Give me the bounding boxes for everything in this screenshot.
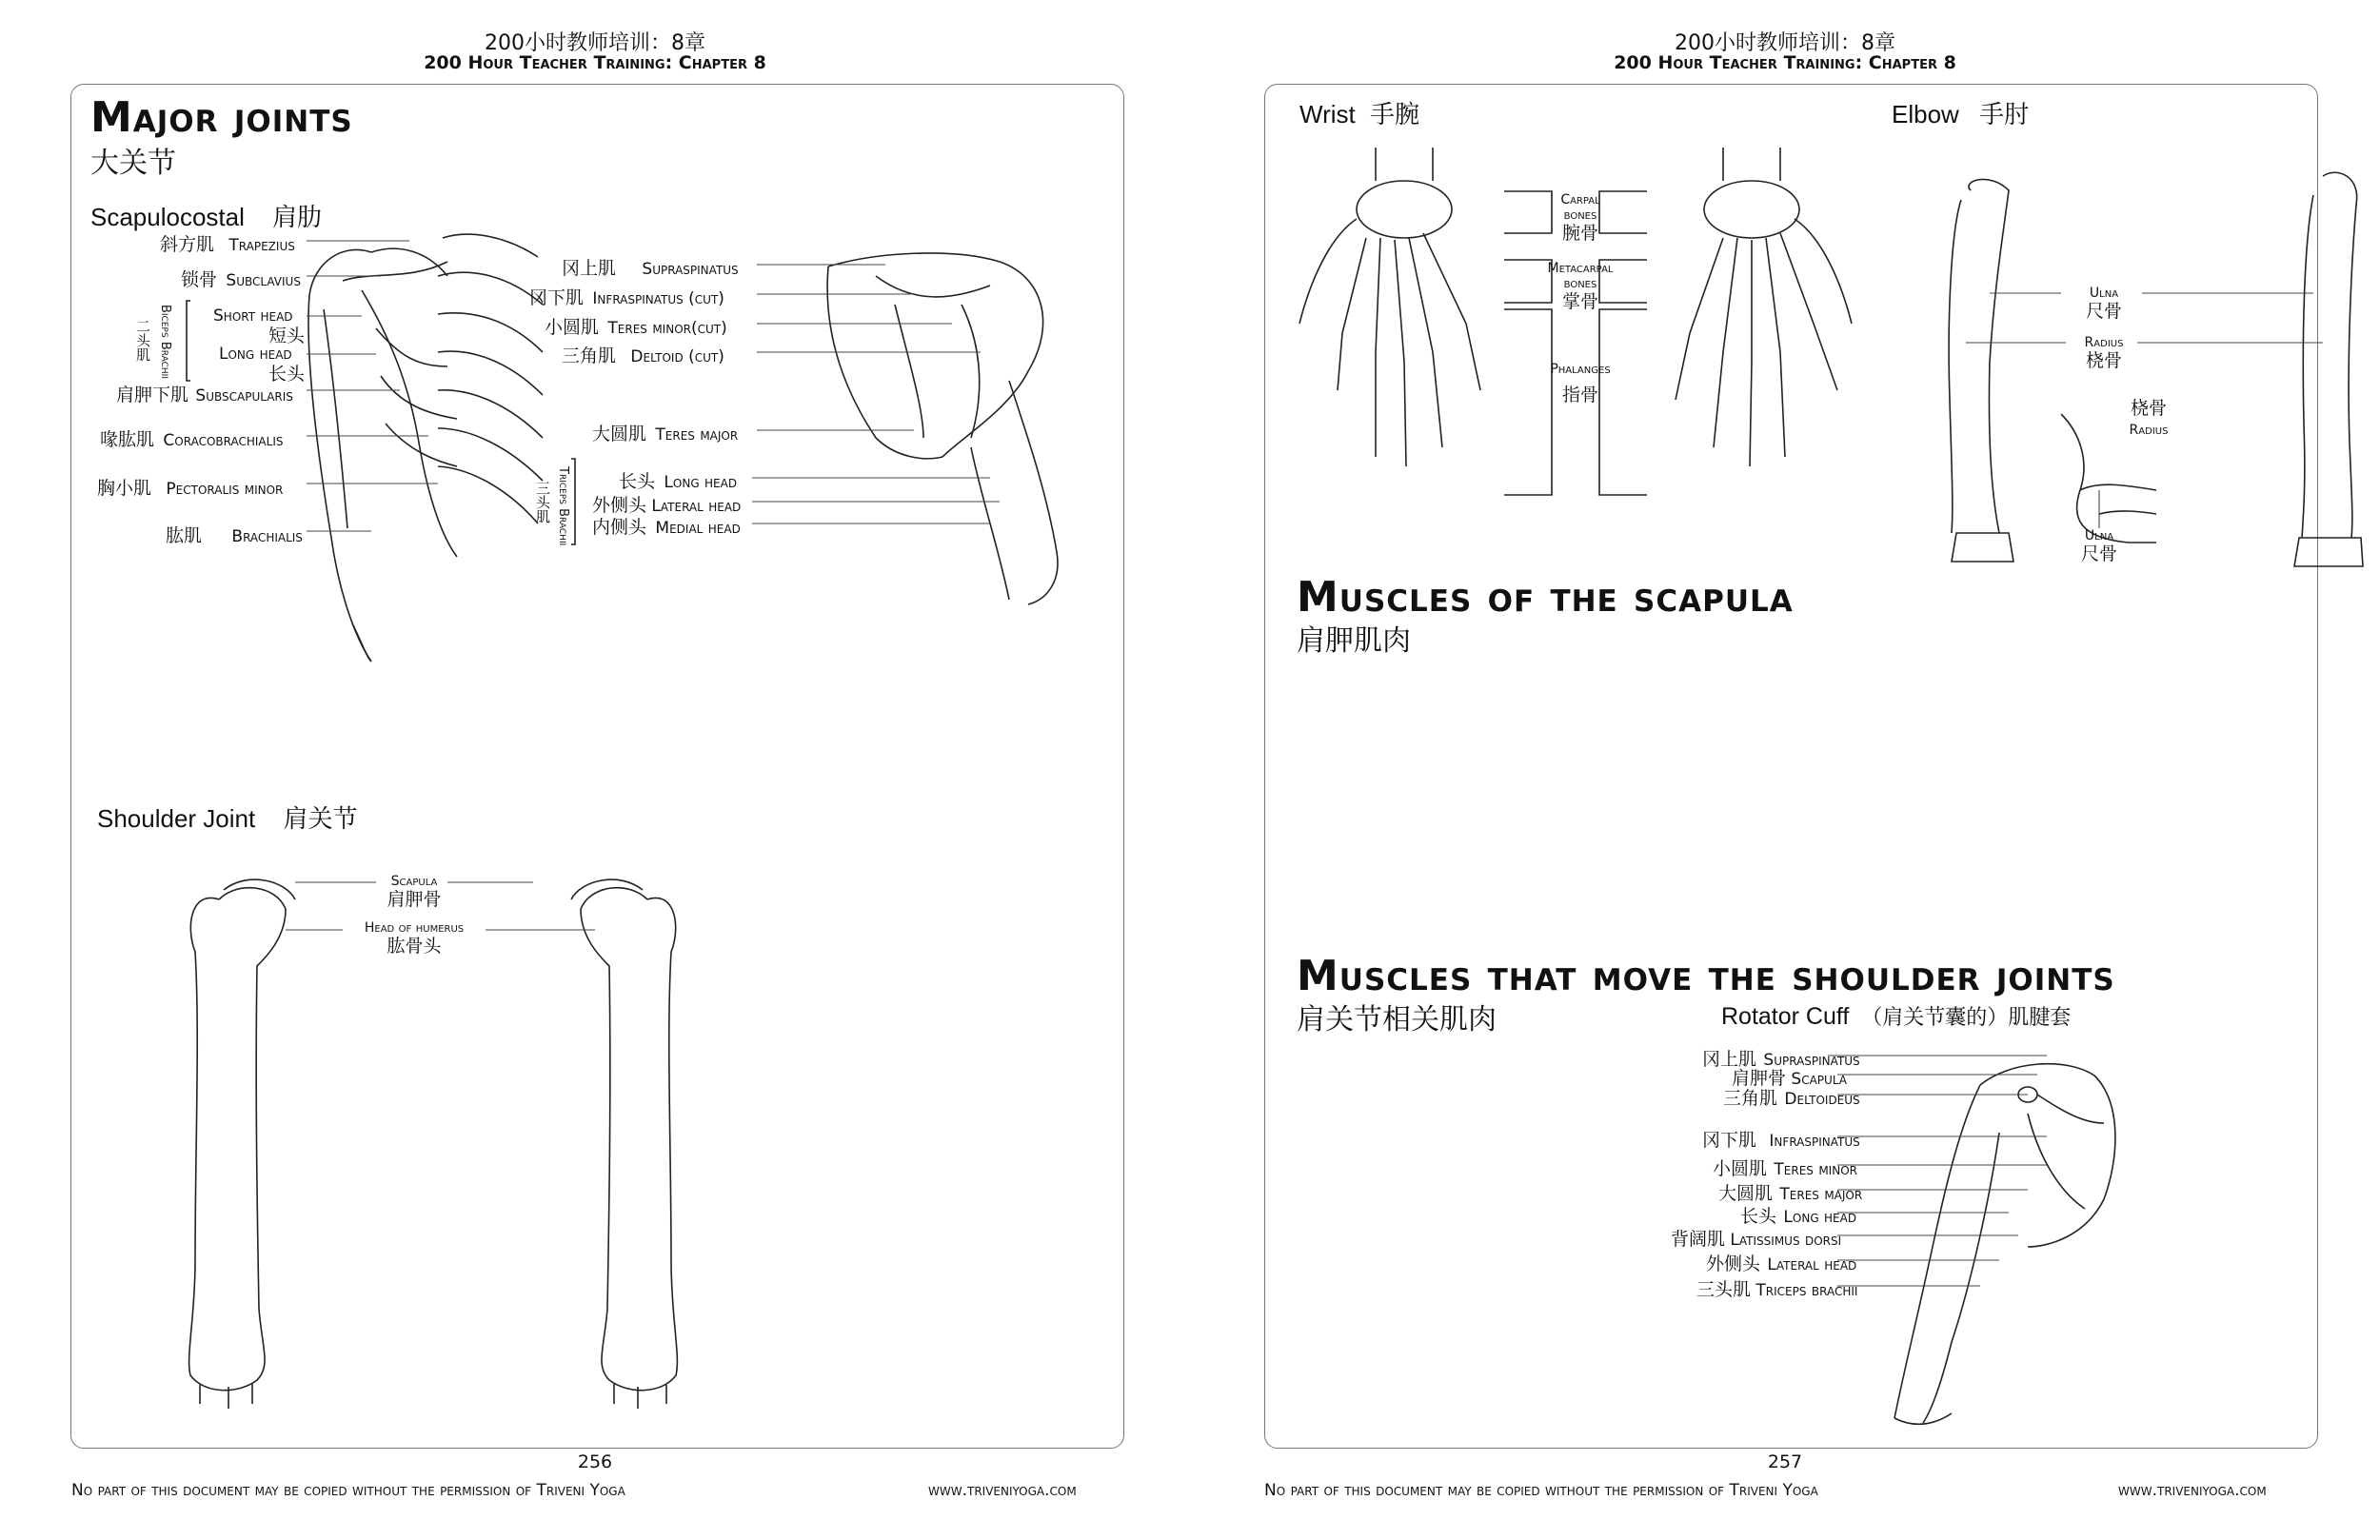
label-rc-long-head: 长头 Long head <box>1740 1206 1857 1227</box>
header-en: 200 Hour Teacher Training: Chapter 8 <box>424 52 766 73</box>
header-cn: 200小时教师培训：8章 <box>1675 31 1895 55</box>
label-short-head-en: Short head <box>213 306 293 326</box>
label-phalanges: Phalanges 指骨 <box>1550 362 1611 405</box>
page-title-cn: 大关节 <box>90 147 176 180</box>
biceps-group-cn: 二头肌 <box>134 319 151 362</box>
shoulder-muscles-title-cn: 肩关节相关肌肉 <box>1297 1003 1497 1037</box>
label-brachialis: 肱肌 Brachialis <box>166 525 303 546</box>
scapulocostal-heading-en: Scapulocostal <box>90 203 245 231</box>
label-subscapularis: 肩胛下肌 Subscapularis <box>116 385 293 405</box>
website-link[interactable]: www.triveniyoga.com <box>928 1481 1077 1500</box>
label-ulna-top: Ulna 尺骨 <box>2085 286 2122 322</box>
rotator-cuff-heading-cn: （肩关节囊的）肌腱套 <box>1861 1005 2072 1029</box>
label-lateral-head: 外侧头 Lateral head <box>592 495 742 516</box>
copyright-notice: No part of this document may be copied without the permission of Triveni Yoga <box>71 1481 625 1500</box>
page-title: Major joints <box>90 93 353 142</box>
scapulocostal-heading-cn: 肩肋 <box>272 203 323 231</box>
biceps-group-en: Biceps Brachii <box>158 305 172 379</box>
label-rc-triceps-brachii: 三头肌 Triceps brachii <box>1696 1279 1858 1300</box>
label-deltoid-cut: 三角肌 Deltoid (cut) <box>562 346 724 366</box>
label-subclavius: 锁骨 Subclavius <box>181 269 301 290</box>
shoulder-joint-leaders <box>0 0 1190 952</box>
label-radius-bottom: 桡骨 Radius <box>2129 398 2169 438</box>
label-trapezius: 斜方肌 Trapezius <box>160 234 295 255</box>
elbow-heading-cn: 手肘 <box>1979 100 2030 128</box>
label-rc-lateral-head: 外侧头 Lateral head <box>1706 1254 1857 1274</box>
page-257 <box>1190 0 2380 1540</box>
elbow-heading-en: Elbow <box>1892 100 1959 128</box>
wrist-heading-cn: 手腕 <box>1369 100 1419 128</box>
label-short-head-cn: 短头 <box>268 326 306 346</box>
label-supraspinatus: 冈上肌 Supraspinatus <box>562 258 739 279</box>
page-number: 256 <box>577 1451 613 1472</box>
label-rc-deltoideus: 三角肌 Deltoideus <box>1723 1088 1860 1109</box>
label-head-of-humerus: Head of humerus 肱骨头 <box>364 920 465 957</box>
label-rc-latissimus-dorsi: 背阔肌 Latissimus dorsi <box>1671 1229 1842 1250</box>
label-coracobrachialis: 喙肱肌 Coracobrachialis <box>100 429 284 450</box>
label-long-head-cn: 长头 <box>268 364 306 385</box>
label-medial-head: 内侧头 Medial head <box>592 517 741 538</box>
scapula-muscles-title-cn: 肩胛肌肉 <box>1297 624 1411 658</box>
label-metacarpal-bones: Metacarpal bones 掌骨 <box>1547 261 1614 312</box>
label-teres-minor-cut: 小圆肌 Teres minor(cut) <box>545 317 727 338</box>
triceps-group-en: Triceps Brachii <box>556 466 570 546</box>
label-rc-supraspinatus: 冈上肌 Supraspinatus <box>1702 1049 1860 1070</box>
wrist-heading-en: Wrist <box>1299 100 1356 128</box>
header-en: 200 Hour Teacher Training: Chapter 8 <box>1614 52 1956 73</box>
label-rc-scapula: 肩胛骨 Scapula <box>1732 1068 1847 1089</box>
triceps-group-cn: 三头肌 <box>534 481 551 523</box>
header-cn: 200小时教师培训：8章 <box>485 31 705 55</box>
website-link[interactable]: www.triveniyoga.com <box>2118 1481 2267 1500</box>
label-pectoralis-minor: 胸小肌 Pectoralis minor <box>97 478 284 499</box>
copyright-notice: No part of this document may be copied without the permission of Triveni Yoga <box>1264 1481 1818 1500</box>
label-scapula: Scapula 肩胛骨 <box>387 874 442 910</box>
label-ulna-bottom: Ulna 尺骨 <box>2080 528 2117 564</box>
page-number: 257 <box>1767 1451 1803 1472</box>
label-radius-top: Radius 桡骨 <box>2084 335 2124 371</box>
label-rc-teres-major: 大圆肌 Teres major <box>1718 1183 1863 1204</box>
shoulder-joint-heading-en: Shoulder Joint <box>97 804 256 833</box>
label-carpal-bones: Carpal bones 腕骨 <box>1560 192 1600 244</box>
label-rc-infraspinatus: 冈下肌 Infraspinatus <box>1702 1130 1860 1151</box>
label-long-head-en: Long head <box>219 345 292 364</box>
label-rc-teres-minor: 小圆肌 Teres minor <box>1713 1158 1857 1179</box>
shoulder-muscles-title: Muscles that move the shoulder joints <box>1297 952 2115 1000</box>
shoulder-joint-heading-cn: 肩关节 <box>283 804 358 833</box>
label-infraspinatus-cut: 冈下肌 Infraspinatus (cut) <box>529 287 724 308</box>
label-teres-major: 大圆肌 Teres major <box>592 424 739 444</box>
scapula-muscles-title: Muscles of the scapula <box>1297 573 1794 622</box>
label-long-head-triceps: 长头 Long head <box>619 471 738 492</box>
rotator-cuff-heading-en: Rotator Cuff <box>1721 1003 1850 1030</box>
